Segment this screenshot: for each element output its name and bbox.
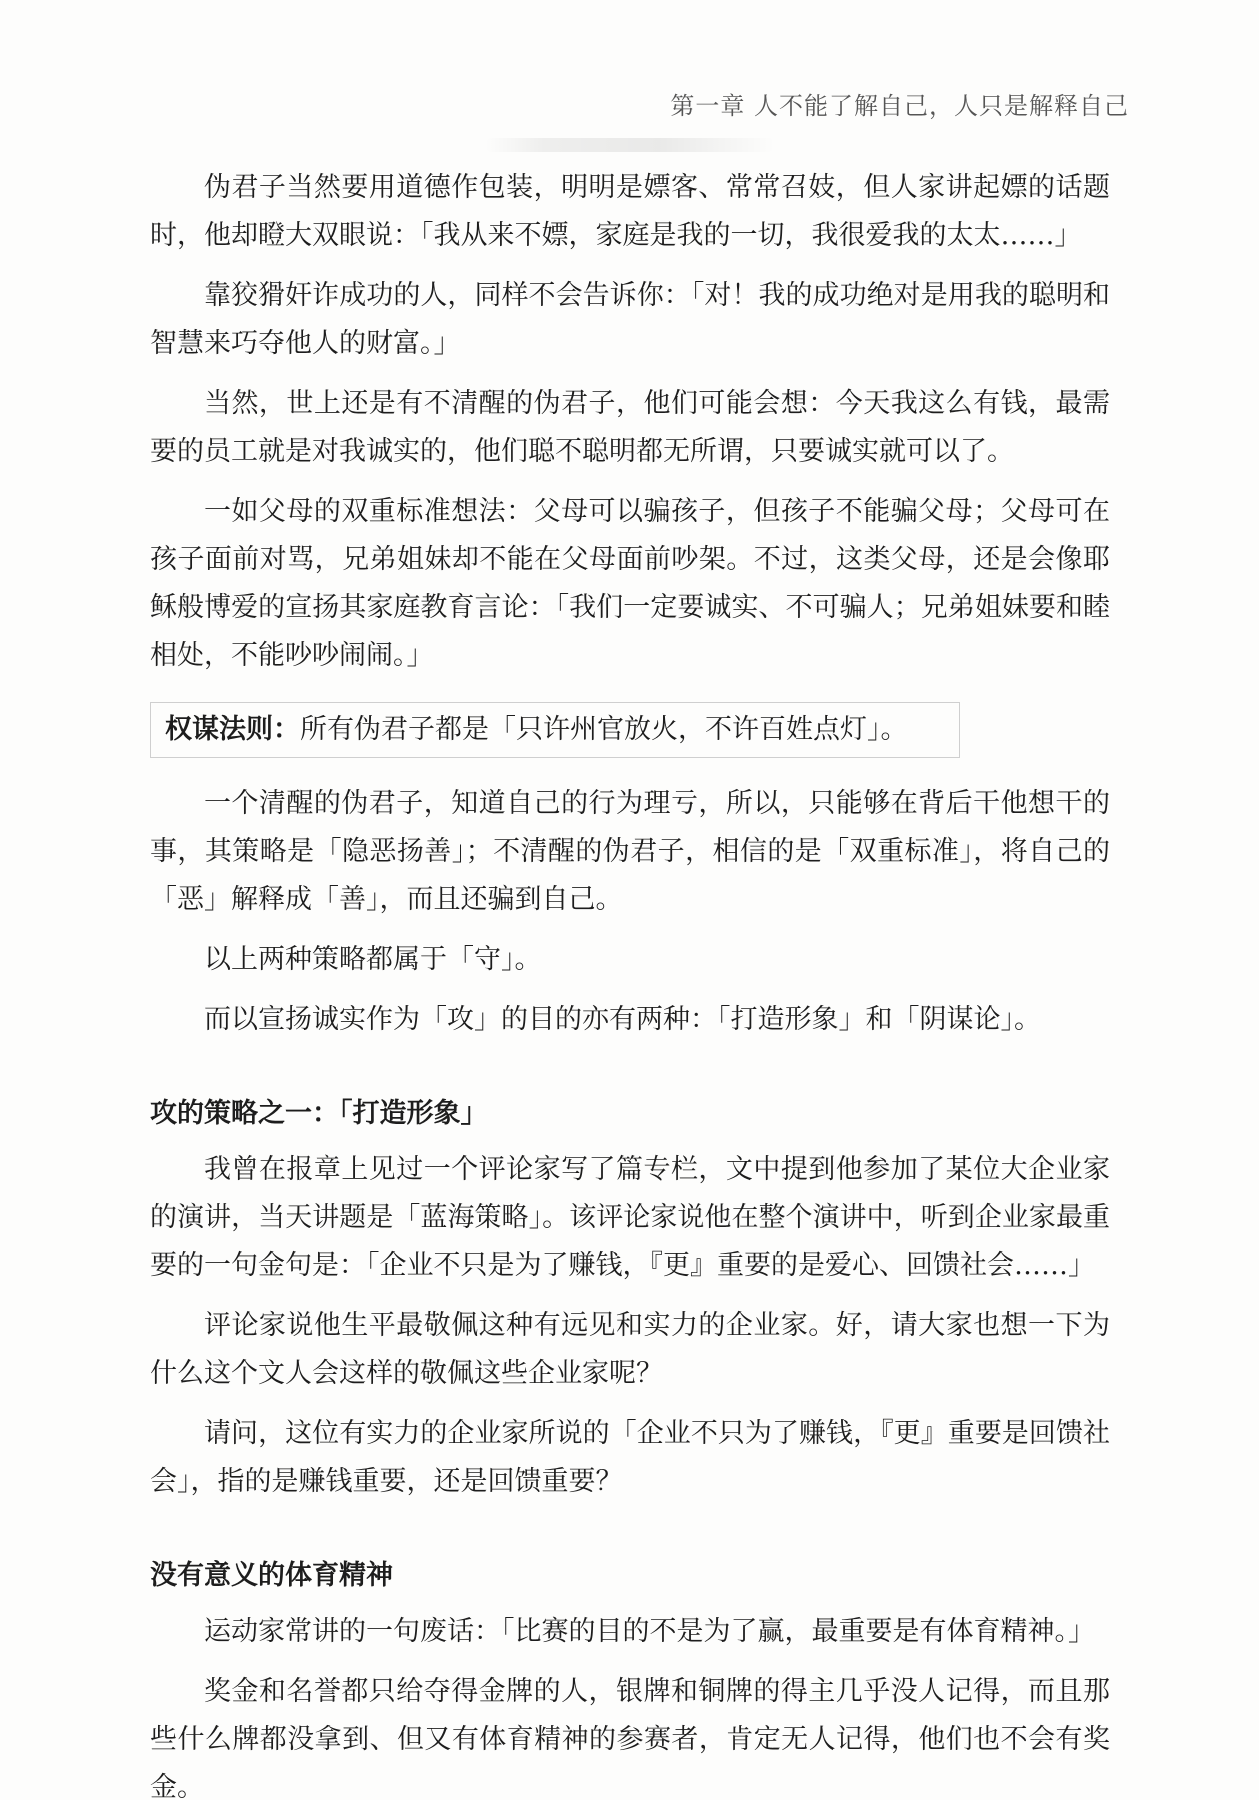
paragraph: 伪君子当然要用道德作包装，明明是嫖客、常常召妓，但人家讲起嫖的话题时，他却瞪大双眼说：「我从来不嫖，家庭是我的一切，我很爱我的太太……」	[150, 172, 1110, 251]
paragraph: 运动家常讲的一句废话：「比赛的目的不是为了赢，最重要是有体育精神。」	[204, 1616, 1095, 1647]
power-rule-box	[150, 702, 960, 758]
paragraph: 评论家说他生平最敬佩这种有远见和实力的企业家。好，请大家也想一下为什么这个文人会这样的敬佩这些企业家呢？	[150, 1310, 1110, 1389]
paragraph: 靠狡猾奸诈成功的人，同样不会告诉你：「对！我的成功绝对是用我的聪明和智慧来巧夺他人的财富。」	[150, 280, 1110, 359]
paragraph: 奖金和名誉都只给夺得金牌的人，银牌和铜牌的得主几乎没人记得，而且那些什么牌都没拿到、但又有体育精神的参赛者，肯定无人记得，他们也不会有奖金。	[150, 1676, 1110, 1803]
section-heading: 没有意义的体育精神	[150, 1560, 393, 1591]
paragraph: 当然，世上还是有不清醒的伪君子，他们可能会想：今天我这么有钱，最需要的员工就是对我诚实的，他们聪不聪明都无所谓，只要诚实就可以了。	[150, 388, 1110, 467]
running-head: 第一章 人不能了解自己，人只是解释自己	[670, 92, 1129, 120]
rule-label: 权谋法则：	[165, 714, 300, 745]
paragraph: 一个清醒的伪君子，知道自己的行为理亏，所以，只能够在背后干他想干的事，其策略是「隐恶扬善」；不清醒的伪君子，相信的是「双重标准」，将自己的「恶」解释成「善」，而且还骗到自己。	[150, 788, 1110, 915]
rule-text: 所有伪君子都是「只许州官放火，不许百姓点灯」。	[300, 714, 908, 745]
paragraph: 一如父母的双重标准想法：父母可以骗孩子，但孩子不能骗父母；父母可在孩子面前对骂，兄弟姐妹却不能在父母面前吵架。不过，这类父母，还是会像耶稣般博爱的宣扬其家庭教育言论：「我们一定要诚实、不可骗人；兄弟姐妹要和睦相处，不能吵吵闹闹。」	[150, 496, 1110, 671]
scan-smudge	[485, 138, 775, 152]
paragraph: 以上两种策略都属于「守」。	[204, 944, 542, 975]
section-heading: 攻的策略之一：「打造形象」	[150, 1098, 488, 1129]
body-text	[150, 164, 1110, 1812]
paragraph: 而以宣扬诚实作为「攻」的目的亦有两种：「打造形象」和「阴谋论」。	[204, 1004, 1041, 1035]
paragraph: 我曾在报章上见过一个评论家写了篇专栏，文中提到他参加了某位大企业家的演讲，当天讲题是「蓝海策略」。该评论家说他在整个演讲中，听到企业家最重要的一句金句是：「企业不只是为了赚钱，『更』重要的是爱心、回馈社会……」	[150, 1154, 1110, 1281]
paragraph: 请问，这位有实力的企业家所说的「企业不只为了赚钱，『更』重要是回馈社会」，指的是赚钱重要，还是回馈重要？	[150, 1418, 1110, 1497]
